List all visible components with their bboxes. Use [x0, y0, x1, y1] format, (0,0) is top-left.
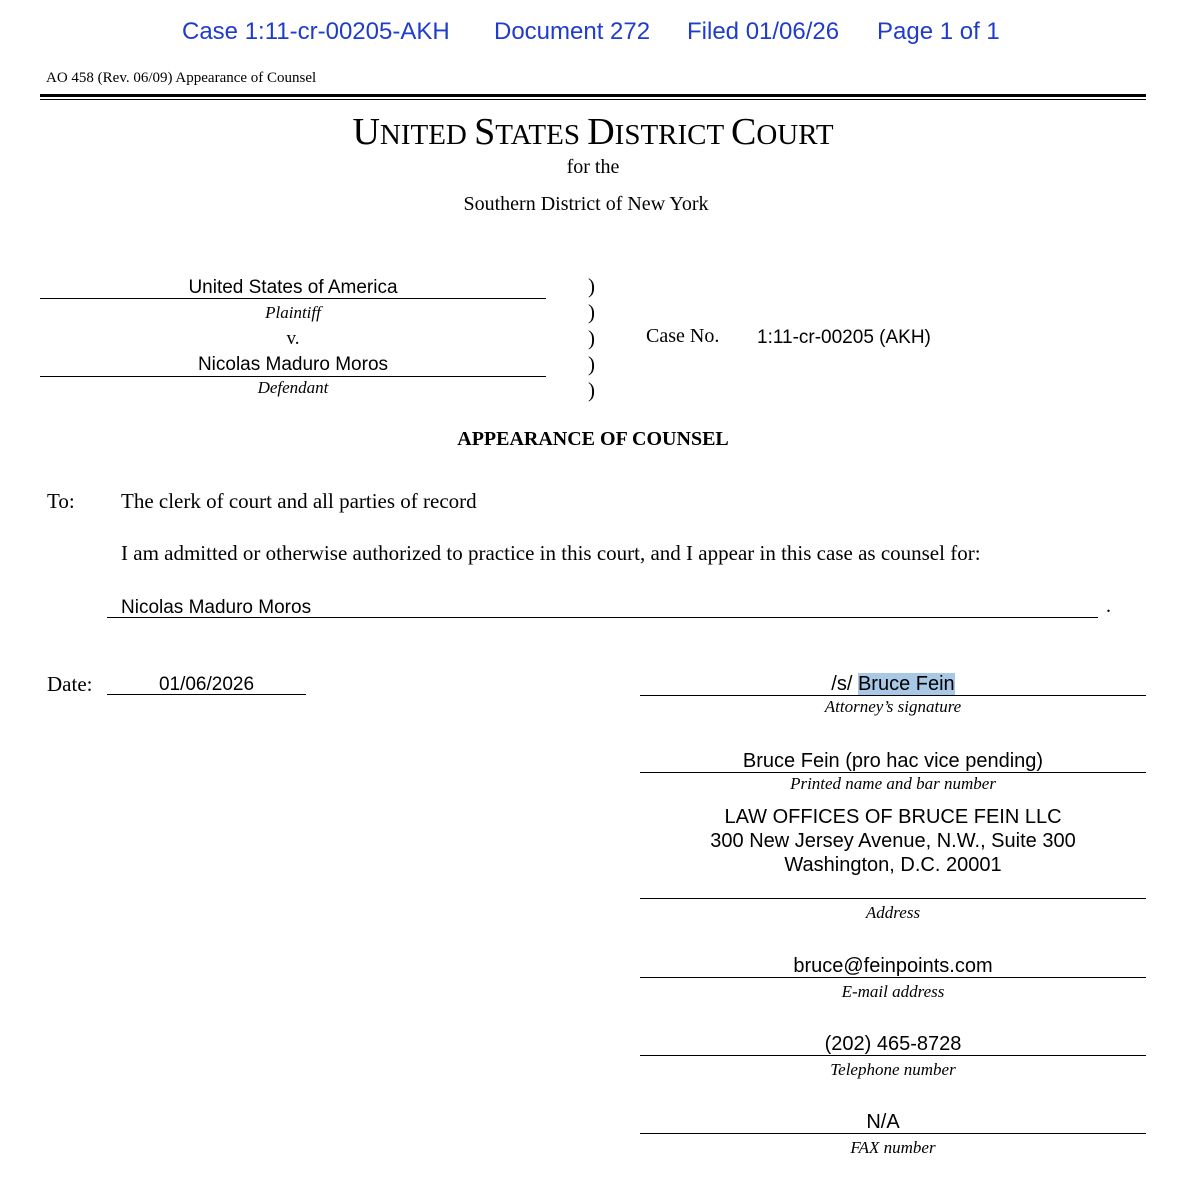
- signature-line: [640, 695, 1146, 696]
- attorney-signature: /s/ Bruce Fein: [831, 673, 955, 695]
- fax-line: [640, 1133, 1146, 1134]
- fax-value: N/A: [866, 1111, 900, 1133]
- appearance-statement: I am admitted or otherwise authorized to practice in this court, and I appear in this case as counsel for:: [121, 541, 981, 565]
- plaintiff-name: United States of America: [188, 277, 398, 298]
- email-value: bruce@feinpoints.com: [793, 955, 993, 977]
- defendant-name: Nicolas Maduro Moros: [197, 354, 389, 375]
- signature-name-highlight: Bruce Fein: [857, 673, 955, 695]
- document-heading: APPEARANCE OF COUNSEL: [457, 428, 729, 450]
- versus-text: v.: [286, 328, 300, 349]
- defendant-line: [40, 376, 546, 377]
- date-line: [107, 694, 306, 695]
- form-id: AO 458 (Rev. 06/09) Appearance of Counsel: [46, 70, 317, 86]
- email-line: [640, 977, 1146, 978]
- client-line: [107, 617, 1098, 618]
- address-line-3: Washington, D.C. 20001: [784, 854, 1002, 876]
- date-value: 01/06/2026: [158, 674, 255, 695]
- phone-value: (202) 465-8728: [824, 1033, 962, 1055]
- email-label: E-mail address: [841, 982, 945, 1001]
- phone-line: [640, 1055, 1146, 1056]
- signature-label: Attorney’s signature: [824, 697, 962, 716]
- address-line: [640, 898, 1146, 899]
- defendant-label: Defendant: [257, 378, 329, 397]
- filing-date: Filed 01/06/26: [687, 18, 840, 45]
- filing-page: Page 1 of 1: [877, 18, 1000, 45]
- date-label: Date:: [47, 672, 93, 696]
- printed-name-line: [640, 772, 1146, 773]
- for-the-text: for the: [566, 156, 620, 178]
- fax-label: FAX number: [850, 1138, 936, 1157]
- client-period: .: [1106, 595, 1111, 617]
- to-recipients: The clerk of court and all parties of record: [121, 489, 477, 513]
- printed-name-label: Printed name and bar number: [790, 774, 996, 793]
- address-line-2: 300 New Jersey Avenue, N.W., Suite 300: [710, 830, 1076, 852]
- to-label: To:: [47, 489, 75, 513]
- printed-name: Bruce Fein (pro hac vice pending): [742, 750, 1044, 772]
- plaintiff-label: Plaintiff: [265, 303, 321, 322]
- district-name: Southern District of New York: [463, 193, 709, 215]
- caption-paren: ): [588, 274, 595, 298]
- caption-paren: ): [588, 378, 595, 402]
- caption-paren: ): [588, 300, 595, 324]
- header-rule-thin: [40, 99, 1146, 100]
- client-name: Nicolas Maduro Moros: [121, 597, 312, 618]
- caption-paren: ): [588, 326, 595, 350]
- court-title: UNITED STATES DISTRICT COURT: [352, 111, 834, 153]
- address-line-1: LAW OFFICES OF BRUCE FEIN LLC: [724, 806, 1062, 828]
- address-label: Address: [865, 903, 921, 922]
- caption-paren: ): [588, 352, 595, 376]
- phone-label: Telephone number: [830, 1060, 956, 1079]
- filing-case-number: Case 1:11-cr-00205-AKH: [182, 18, 450, 45]
- header-rule-thick: [40, 94, 1146, 97]
- filing-document-number: Document 272: [494, 18, 651, 45]
- case-number-label: Case No.: [646, 325, 720, 347]
- case-number-value: 1:11-cr-00205 (AKH): [757, 327, 931, 348]
- plaintiff-line: [40, 298, 546, 299]
